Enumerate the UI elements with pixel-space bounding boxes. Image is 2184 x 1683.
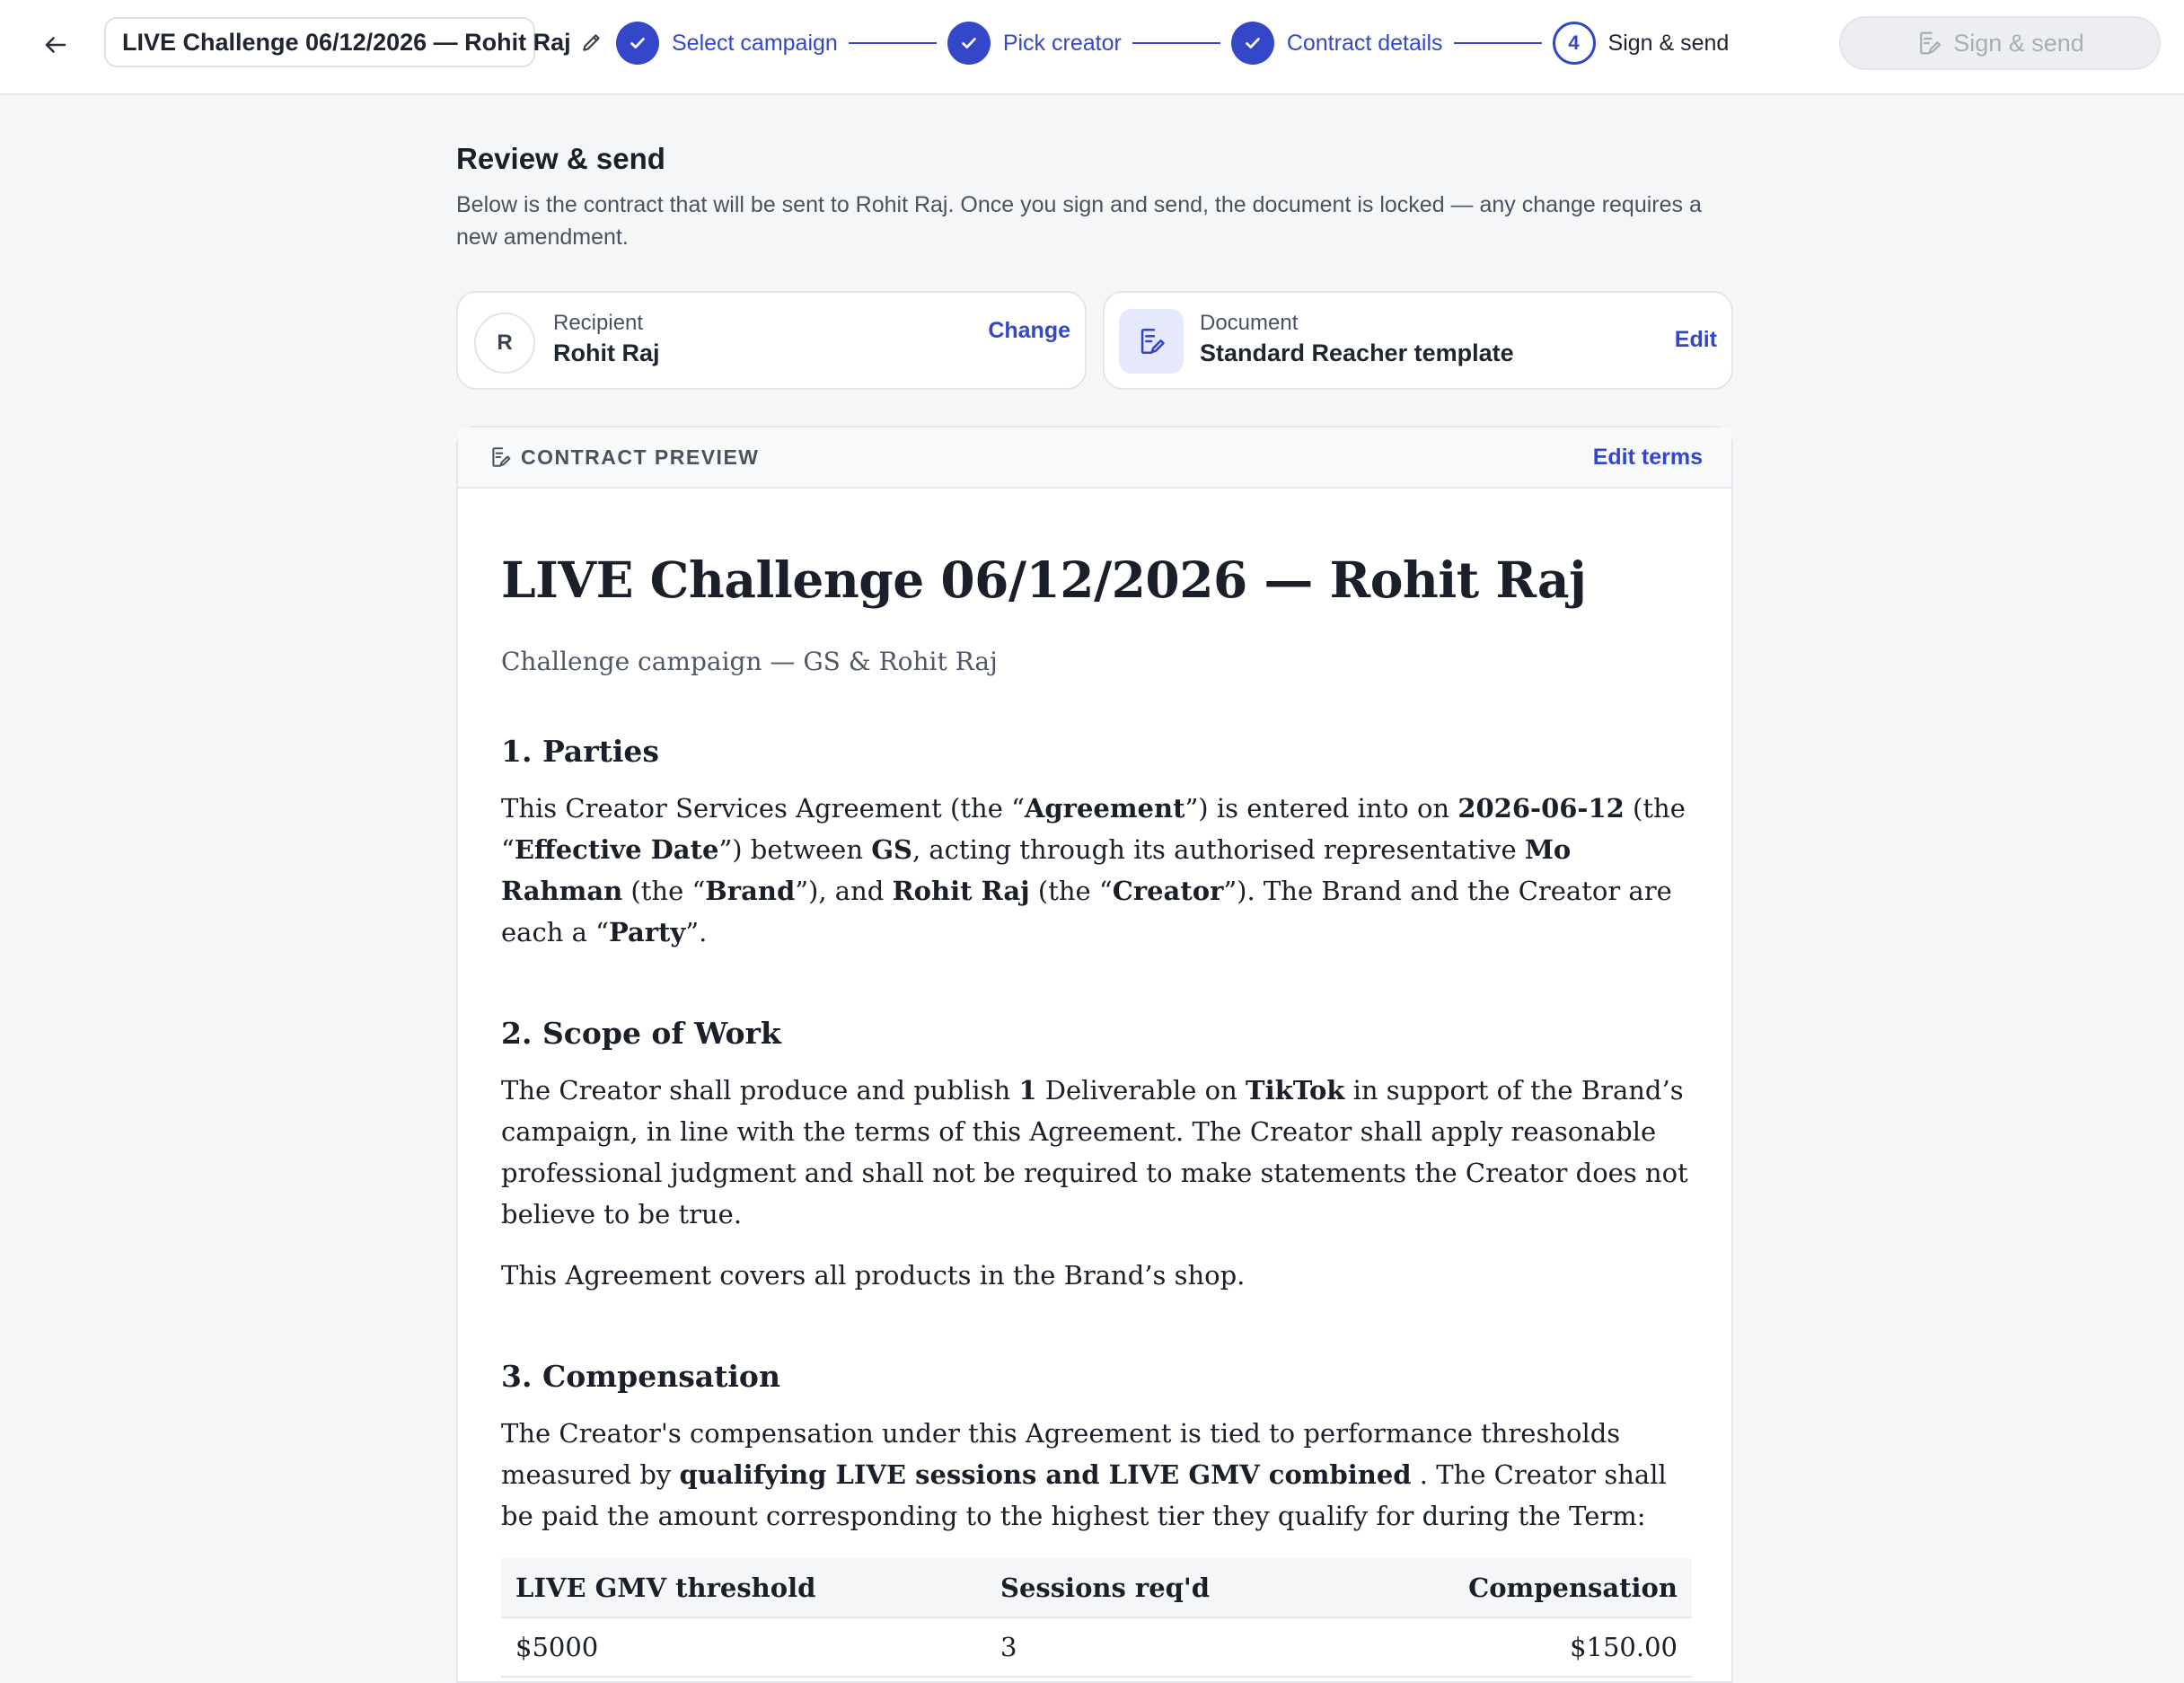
step-select-campaign[interactable]	[616, 22, 838, 65]
edit-document-button[interactable]: Edit	[1674, 327, 1717, 352]
table-row	[501, 1617, 1692, 1677]
section-heading-parties: 1. Parties	[501, 734, 659, 769]
section-heading-compensation: 3. Compensation	[501, 1359, 780, 1394]
scope-paragraph: The Creator shall produce and publish 1 Deliverable on TikTok in support of the Brand’s campaign, in line with the terms of this Agreement. The Creator shall apply reasonable professional judgment and shall not be required to make statements the Creator does not believe to be true.	[501, 1075, 1688, 1229]
check-icon	[628, 33, 647, 53]
compensation-paragraph: The Creator's compensation under this Agreement is tied to performance thresholds measured by qualifying LIVE sessions and LIVE GMV combined . The Creator shall be paid the amount corresponding to the highest tier they qualify for during the Term:	[501, 1418, 1667, 1531]
table-cell: $150.00	[1339, 1617, 1692, 1677]
recipient-card	[456, 291, 1087, 390]
sign-send-label: Sign & send	[1953, 29, 2084, 57]
document-label: Document	[1200, 311, 1299, 335]
document-icon-tile	[1119, 309, 1184, 374]
step-check-badge	[616, 22, 659, 65]
check-icon	[959, 33, 979, 53]
change-recipient-button[interactable]: Change	[988, 318, 1070, 343]
table-cell: 3	[986, 1617, 1339, 1677]
campaign-title-field[interactable]	[104, 17, 571, 67]
table-cell: $5000	[501, 1617, 986, 1677]
step-pick-creator[interactable]	[947, 22, 1122, 65]
scope-coverage-paragraph: This Agreement covers all products in the Brand’s shop.	[501, 1260, 1246, 1291]
contract-document	[458, 551, 1731, 1678]
step-label: Sign & send	[1607, 30, 1730, 56]
contract-preview	[456, 426, 1733, 1683]
avatar: R	[474, 313, 535, 374]
document-card	[1103, 291, 1733, 390]
column-header: Sessions req'd	[986, 1558, 1339, 1617]
contract-subtitle: Challenge campaign — GS & Rohit Raj	[501, 647, 998, 676]
recipient-label: Recipient	[553, 311, 644, 335]
step-connector	[1454, 42, 1542, 44]
column-header: Compensation	[1339, 1558, 1692, 1617]
progress-stepper	[616, 20, 1729, 66]
contract-title: LIVE Challenge 06/12/2026 — Rohit Raj	[501, 551, 1587, 609]
sign-send-button[interactable]	[1839, 16, 2161, 70]
back-button[interactable]	[36, 25, 75, 65]
compensation-tiers-table	[501, 1558, 1692, 1678]
step-label: Contract details	[1286, 30, 1443, 56]
check-icon	[1243, 33, 1263, 53]
step-contract-details[interactable]	[1231, 22, 1443, 65]
step-check-badge	[1231, 22, 1274, 65]
signature-doc-icon	[1915, 30, 1942, 57]
step-label: Pick creator	[1002, 30, 1122, 56]
signature-doc-icon	[1136, 326, 1167, 357]
recipient-name: Rohit Raj	[553, 339, 660, 366]
step-connector	[849, 42, 937, 44]
section-heading-scope: 2. Scope of Work	[501, 1016, 781, 1051]
contract-preview-label: CONTRACT PREVIEW	[521, 445, 760, 469]
step-label: Select campaign	[672, 30, 838, 56]
pencil-icon	[580, 31, 603, 54]
top-bar	[0, 0, 2184, 95]
contract-preview-header	[458, 427, 1731, 489]
step-connector	[1132, 42, 1220, 44]
arrow-left-icon	[42, 31, 69, 58]
document-name: Standard Reacher template	[1200, 339, 1514, 366]
parties-paragraph: This Creator Services Agreement (the “Agreement”) is entered into on 2026-06-12 (the “Effective Date”) between GS, acting through its authorised representative Mo Rahman (the “Brand”), and Rohit Raj (the “Creator”). The Brand and the Creator are each a “Party”.	[501, 793, 1686, 947]
signature-doc-icon	[489, 445, 512, 469]
campaign-title: LIVE Challenge 06/12/2026 — Rohit Raj	[122, 28, 571, 56]
page-title: Review & send	[456, 142, 665, 175]
page-description: Below is the contract that will be sent to Rohit Raj. Once you sign and send, the document is locked — any change requires a new amendment.	[456, 192, 1702, 250]
edit-terms-button[interactable]: Edit terms	[1592, 444, 1703, 470]
step-number: 4	[1568, 31, 1580, 54]
column-header: LIVE GMV threshold	[501, 1558, 986, 1617]
step-check-badge	[947, 22, 991, 65]
step-sign-send[interactable]	[1553, 22, 1730, 65]
step-number-badge	[1553, 22, 1596, 65]
table-header-row	[501, 1558, 1692, 1617]
